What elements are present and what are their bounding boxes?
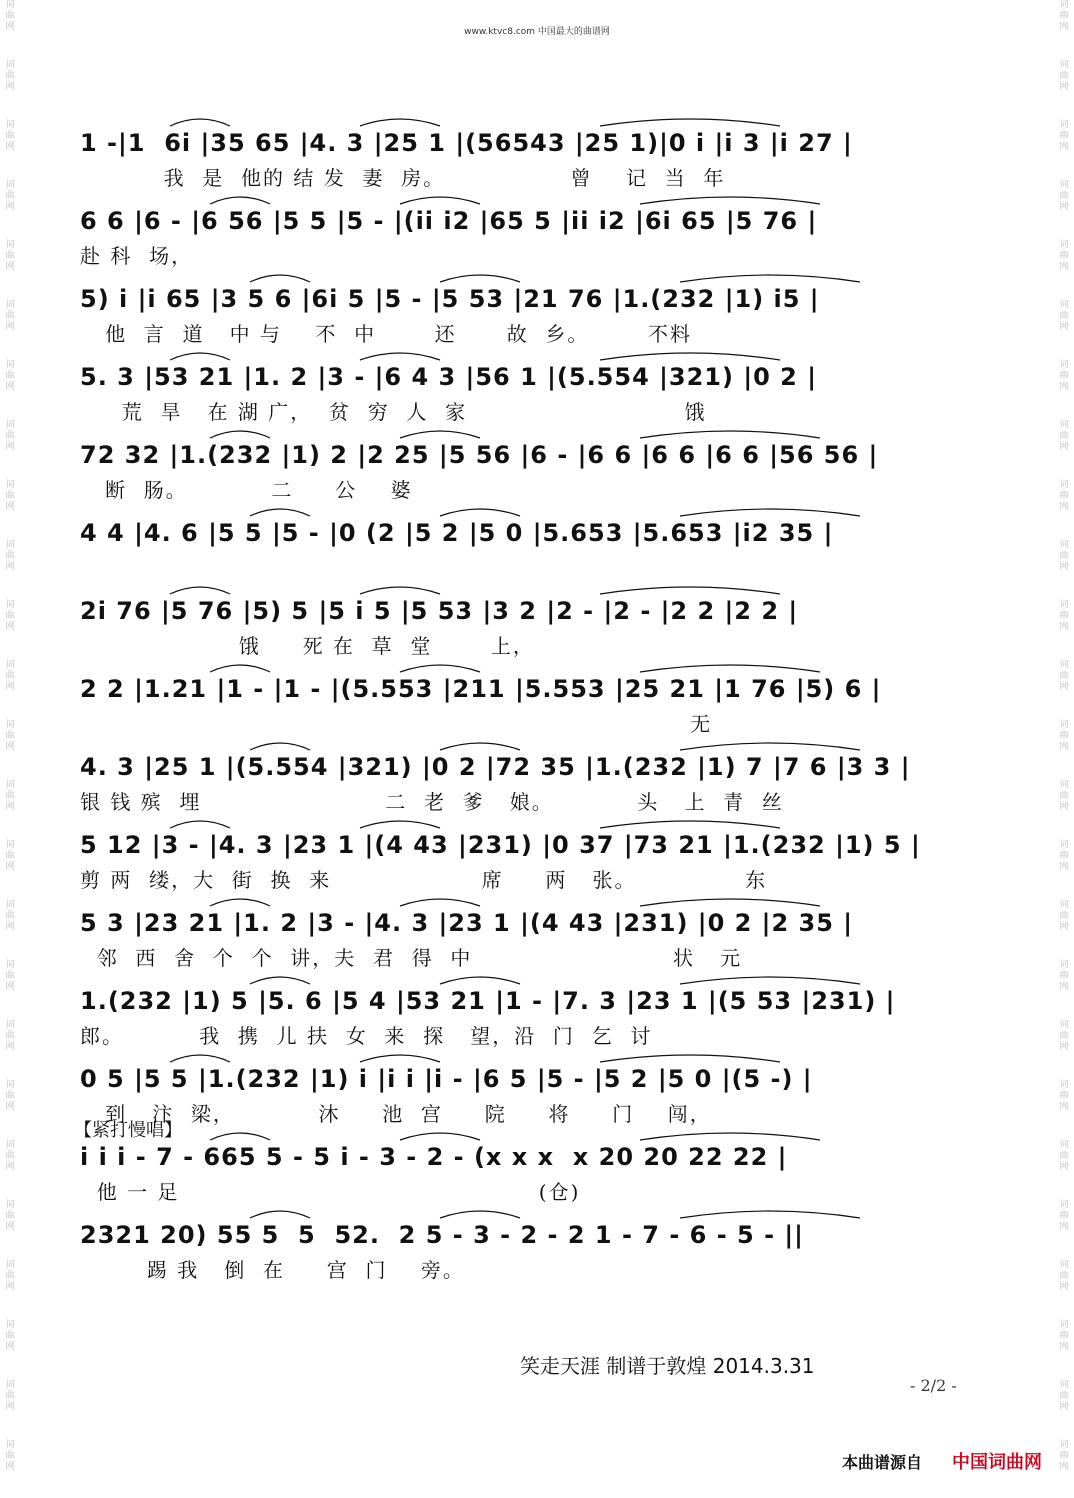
lyrics-line: 荒 旱 在 湖 广， 贫 穷 人 家 饿 (80, 400, 707, 424)
slur-arc (170, 587, 230, 594)
slur-arc (250, 977, 310, 984)
jianpu-notes: 2321 20) 55 5 5 52. 2 5 - 3 - 2 - 2 1 - 7 - 6 - 5 - || (80, 1221, 804, 1249)
jianpu-notes: 0 5 |5 5 |1.(232 |1) i |i i |i - |6 5 |5 - |5 2 |5 0 |(5 -) | (80, 1065, 813, 1093)
page-number: - 2/2 - (910, 1376, 957, 1395)
jianpu-notes: 72 32 |1.(232 |1) 2 |2 25 |5 56 |6 - |6 6 |6 6 |6 6 |56 56 | (80, 441, 879, 469)
slur-arc (680, 977, 860, 984)
jianpu-notes: 5 12 |3 - |4. 3 |23 1 |(4 43 |231) |0 37 |73 21 |1.(232 |1) 5 | (80, 831, 921, 859)
right-watermark-strip (1056, 0, 1072, 1498)
score-system (80, 344, 1000, 422)
jianpu-notes: 4 4 |4. 6 |5 5 |5 - |0 (2 |5 2 |5 0 |5.653 |5.653 |i2 35 | (80, 519, 834, 547)
watermark-text: 词 曲 网 (5, 1080, 15, 1112)
lyrics-line: 我 是 他的 结 发 妻 房。 曾 记 当 年 (80, 166, 726, 190)
jianpu-notes: 2i 76 |5 76 |5) 5 |5 i 5 |5 53 |3 2 |2 - |2 - |2 2 |2 2 | (80, 597, 799, 625)
watermark-text: 词 曲 网 (1059, 900, 1069, 932)
slur-arc (360, 587, 440, 594)
slur-arc (440, 977, 520, 984)
lyrics-line: 邻 西 舍 个 个 讲，夫 君 得 中 状 元 (80, 946, 743, 970)
tie-slurs (80, 578, 1000, 598)
score-system (80, 1046, 1000, 1124)
slur-arc (440, 275, 520, 282)
watermark-text: 词 曲 网 (1059, 1080, 1069, 1112)
tie-slurs (80, 1046, 1000, 1066)
watermark-text: 词 曲 网 (1059, 780, 1069, 812)
watermark-text: 词 曲 网 (5, 480, 15, 512)
slur-arc (400, 899, 480, 906)
slur-arc (680, 1211, 860, 1218)
watermark-text: 词 曲 网 (5, 1320, 15, 1352)
watermark-text: 词 曲 网 (5, 420, 15, 452)
score-system (74, 1120, 1000, 1204)
score-system (80, 422, 1000, 500)
lyrics-line: 他 言 道 中 与 不 中 还 故 乡。 不料 (80, 322, 692, 346)
watermark-text: 词 曲 网 (5, 1200, 15, 1232)
watermark-text: 词 曲 网 (5, 720, 15, 752)
score-system (80, 578, 1000, 656)
score-system (80, 500, 1000, 578)
score-system (80, 188, 1000, 266)
slur-arc (360, 821, 440, 828)
watermark-text: 词 曲 网 (1059, 0, 1069, 32)
score-system (80, 812, 1000, 890)
score-system (80, 734, 1000, 812)
watermark-text: 词 曲 网 (5, 0, 15, 32)
lyrics-line: 到 汴 梁， 沐 池 宫 院 将 门 闯， (80, 1102, 712, 1126)
slur-arc (640, 899, 820, 906)
watermark-text: 词 曲 网 (1059, 300, 1069, 332)
slur-arc (680, 275, 860, 282)
jianpu-notes: 1.(232 |1) 5 |5. 6 |5 4 |53 21 |1 - |7. 3 |23 1 |(5 53 |231) | (80, 987, 896, 1015)
watermark-text: 词 曲 网 (1059, 1140, 1069, 1172)
jianpu-notes: 1 -|1 6i |35 65 |4. 3 |25 1 |(56543 |25 1)|0 i |i 3 |i 27 | (80, 129, 853, 157)
watermark-text: 词 曲 网 (1059, 360, 1069, 392)
lyrics-line: 剪 两 缕，大 街 换 来 席 两 张。 东 (80, 868, 768, 892)
jianpu-notes: 5. 3 |53 21 |1. 2 |3 - |6 4 3 |56 1 |(5.554 |321) |0 2 | (80, 363, 817, 391)
tie-slurs (80, 890, 1000, 910)
score-sheet (74, 110, 1000, 1282)
watermark-text: 词 曲 网 (1059, 960, 1069, 992)
lyrics-line: 郎。 我 携 儿 扶 女 来 探 望，沿 门 乞 讨 (80, 1024, 653, 1048)
slur-arc (250, 743, 310, 750)
lyrics-line: 他 一 足 (仓) (80, 1180, 581, 1204)
watermark-text: 词 曲 网 (5, 1440, 15, 1472)
watermark-text: 词 曲 网 (5, 360, 15, 392)
score-system (80, 110, 1000, 188)
watermark-text: 词 曲 网 (1059, 1200, 1069, 1232)
watermark-text: 词 曲 网 (5, 960, 15, 992)
slur-arc (600, 587, 780, 594)
lyrics-line: 踢 我 倒 在 宫 门 旁。 (80, 1258, 465, 1282)
slur-arc (400, 1133, 480, 1140)
watermark-text: 词 曲 网 (5, 660, 15, 692)
tie-slurs (80, 500, 1000, 520)
tie-slurs (80, 1124, 1000, 1144)
slur-arc (600, 1055, 780, 1062)
slur-arc (640, 665, 820, 672)
watermark-text: 词 曲 网 (5, 900, 15, 932)
tie-slurs (80, 344, 1000, 364)
watermark-text: 词 曲 网 (1059, 660, 1069, 692)
watermark-text: 词 曲 网 (1059, 480, 1069, 512)
watermark-text: 词 曲 网 (1059, 240, 1069, 272)
watermark-text: 词 曲 网 (1059, 1020, 1069, 1052)
lyrics-line: 断 肠。 二 公 婆 (80, 478, 413, 502)
tie-slurs (80, 656, 1000, 676)
slur-arc (400, 665, 480, 672)
watermark-text: 词 曲 网 (5, 1380, 15, 1412)
watermark-text: 词 曲 网 (5, 60, 15, 92)
watermark-text: 词 曲 网 (5, 300, 15, 332)
tie-slurs (80, 734, 1000, 754)
score-system (80, 266, 1000, 344)
tie-slurs (80, 188, 1000, 208)
slur-arc (440, 509, 520, 516)
slur-arc (210, 899, 270, 906)
slur-arc (600, 821, 780, 828)
watermark-text: 词 曲 网 (5, 1140, 15, 1172)
watermark-text: 词 曲 网 (5, 1260, 15, 1292)
slur-arc (170, 821, 230, 828)
watermark-text: 词 曲 网 (1059, 120, 1069, 152)
slur-arc (600, 119, 780, 126)
slur-arc (210, 431, 270, 438)
watermark-text: 词 曲 网 (5, 180, 15, 212)
slur-arc (170, 119, 230, 126)
lyrics-line: 饿 死 在 草 堂 上， (80, 634, 535, 658)
slur-arc (400, 197, 480, 204)
watermark-text: 词 曲 网 (5, 780, 15, 812)
lyrics-line: 无 (80, 712, 713, 736)
slur-arc (640, 1133, 820, 1140)
slur-arc (250, 1211, 310, 1218)
watermark-text: 词 曲 网 (1059, 720, 1069, 752)
score-system (80, 1202, 1000, 1280)
slur-arc (210, 665, 270, 672)
tie-slurs (80, 266, 1000, 286)
slur-arc (600, 353, 780, 360)
watermark-text: 词 曲 网 (1059, 600, 1069, 632)
lyrics-line: 赴 科 场， (80, 244, 194, 268)
slur-arc (400, 431, 480, 438)
slur-arc (440, 743, 520, 750)
jianpu-notes: 5) i |i 65 |3 5 6 |6i 5 |5 - |5 53 |21 76 |1.(232 |1) i5 | (80, 285, 820, 313)
slur-arc (680, 743, 860, 750)
jianpu-notes: 5 3 |23 21 |1. 2 |3 - |4. 3 |23 1 |(4 43 |231) |0 2 |2 35 | (80, 909, 854, 937)
tie-slurs (80, 812, 1000, 832)
slur-arc (210, 1133, 270, 1140)
watermark-text: 词 曲 网 (5, 840, 15, 872)
slur-arc (170, 1055, 230, 1062)
slur-arc (640, 197, 820, 204)
tie-slurs (80, 968, 1000, 988)
watermark-text: 词 曲 网 (1059, 420, 1069, 452)
left-watermark-strip (2, 0, 18, 1498)
watermark-text: 词 曲 网 (5, 600, 15, 632)
slur-arc (360, 1055, 440, 1062)
slur-arc (440, 1211, 520, 1218)
site-header: www.ktvc8.com 中国最大的曲谱网 (464, 27, 610, 37)
source-label: 本曲谱源自 (842, 1453, 923, 1472)
watermark-text: 词 曲 网 (1059, 60, 1069, 92)
slur-arc (360, 353, 440, 360)
jianpu-notes: 6 6 |6 - |6 56 |5 5 |5 - |(ii i2 |65 5 |ii i2 |6i 65 |5 76 | (80, 207, 818, 235)
slur-arc (360, 119, 440, 126)
tie-slurs (80, 110, 1000, 130)
score-system (80, 968, 1000, 1046)
watermark-text: 词 曲 网 (1059, 1440, 1069, 1472)
source-site-link[interactable]: 中国词曲网 (952, 1452, 1042, 1473)
slur-arc (250, 509, 310, 516)
jianpu-notes: i i i - 7 - 665 5 - 5 i - 3 - 2 - (x x x x 20 20 22 22 | (80, 1143, 788, 1171)
watermark-text: 词 曲 网 (5, 240, 15, 272)
tie-slurs (80, 422, 1000, 442)
watermark-text: 词 曲 网 (1059, 540, 1069, 572)
slur-arc (680, 509, 860, 516)
tempo-mark: 【紧打慢唱】 (74, 1120, 182, 1141)
slur-arc (250, 275, 310, 282)
slur-arc (210, 197, 270, 204)
watermark-text: 词 曲 网 (1059, 1380, 1069, 1412)
lyrics-line: 银 钱 殡 埋 二 老 爹 娘。 头 上 青 丝 (80, 790, 784, 814)
watermark-text: 词 曲 网 (5, 540, 15, 572)
score-system (80, 890, 1000, 968)
slur-arc (170, 353, 230, 360)
jianpu-notes: 4. 3 |25 1 |(5.554 |321) |0 2 |72 35 |1.(232 |1) 7 |7 6 |3 3 | (80, 753, 911, 781)
watermark-text: 词 曲 网 (5, 120, 15, 152)
score-system (80, 656, 1000, 734)
jianpu-notes: 2 2 |1.21 |1 - |1 - |(5.553 |211 |5.553 |25 21 |1 76 |5) 6 | (80, 675, 882, 703)
arranger-credit: 笑走天涯 制谱于敦煌 2014.3.31 (520, 1354, 815, 1378)
watermark-text: 词 曲 网 (5, 1020, 15, 1052)
watermark-text: 词 曲 网 (1059, 1260, 1069, 1292)
slur-arc (640, 431, 820, 438)
tie-slurs (80, 1202, 1000, 1222)
watermark-text: 词 曲 网 (1059, 180, 1069, 212)
watermark-text: 词 曲 网 (1059, 840, 1069, 872)
watermark-text: 词 曲 网 (1059, 1320, 1069, 1352)
